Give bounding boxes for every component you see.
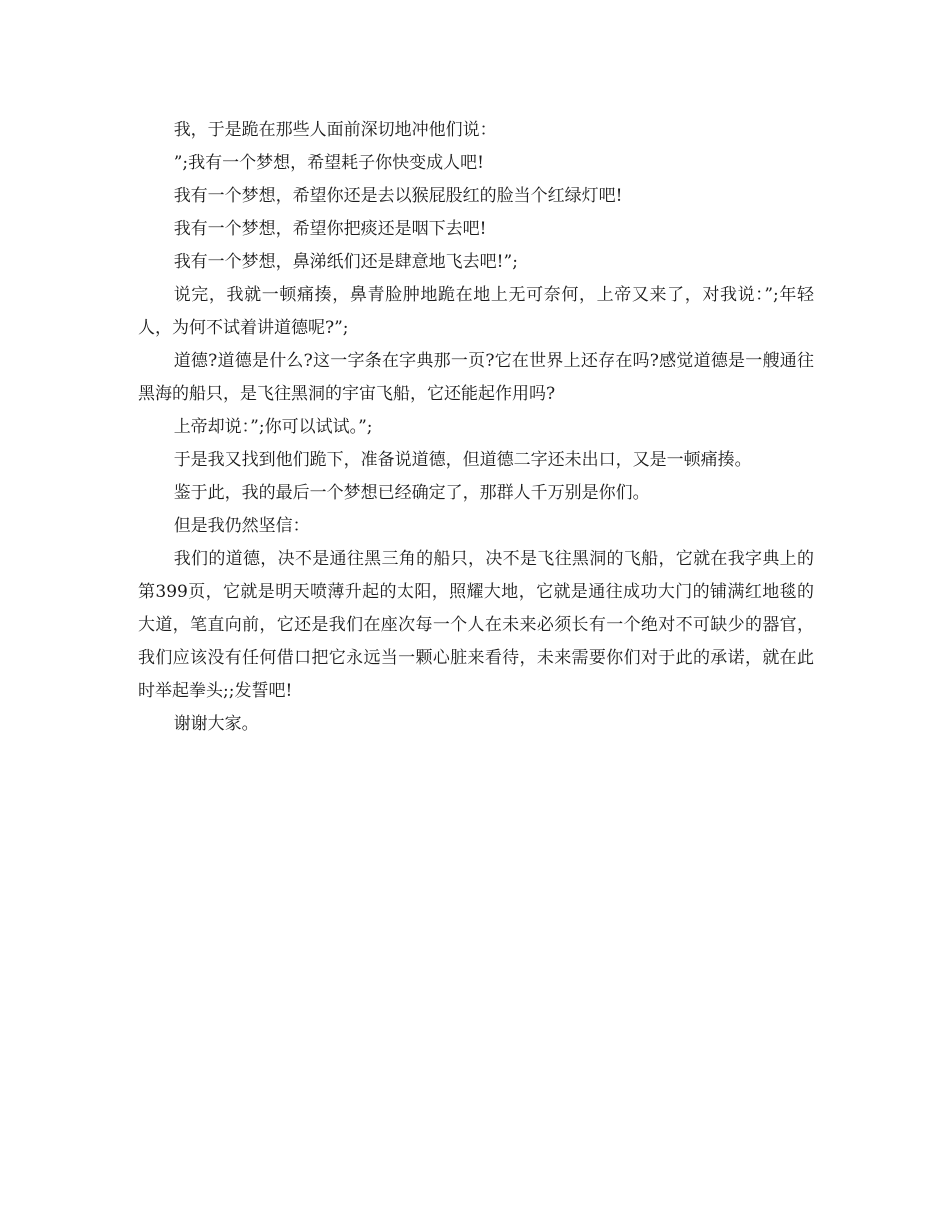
paragraph: 谢谢大家。 — [173, 714, 259, 734]
paragraph: 说完，我就一顿痛揍，鼻青脸肿地跪在地上无可奈何，上帝又来了，对我说：”;年轻人，为何不试着讲道德呢?”; — [138, 285, 814, 338]
paragraph: 鉴于此，我的最后一个梦想已经确定了，那群人千万别是你们。 — [173, 483, 650, 503]
paragraph: ”;我有一个梦想，希望耗子你快变成人吧! — [173, 153, 484, 173]
paragraph: 我们的道德，决不是通往黑三角的船只，决不是飞往黑洞的飞船，它就在我字典上的第399页，它就是明天喷薄升起的太阳，照耀大地，它就是通往成功大门的铺满红地毯的大道，笔直向前，它还是我们在座次每一个人在未来必须长有一个绝对不可缺少的器官，我们应该没有任何借口把它永远当一颗心脏来看待，未来需要你们对于此的承诺，就在此时举起拳头;;发誓吧! — [138, 549, 814, 701]
paragraph: 我，于是跪在那些人面前深切地冲他们说： — [173, 120, 497, 140]
paragraph: 但是我仍然坚信： — [173, 516, 310, 536]
paragraph: 上帝却说：”;你可以试试。”; — [173, 417, 373, 437]
paragraph: 于是我又找到他们跪下，准备说道德，但道德二字还未出口，又是一顿痛揍。 — [173, 450, 752, 470]
paragraph: 我有一个梦想，希望你还是去以猴屁股红的脸当个红绿灯吧! — [173, 186, 623, 206]
paragraph: 道德?道德是什么?这一字条在字典那一页?它在世界上还存在吗?感觉道德是一艘通往黑海的船只，是飞往黑洞的宇宙飞船，它还能起作用吗? — [138, 351, 814, 404]
paragraph: 我有一个梦想，鼻涕纸们还是肆意地飞去吧!”; — [173, 252, 518, 272]
paragraph: 我有一个梦想，希望你把痰还是咽下去吧! — [173, 219, 487, 239]
document-body — [138, 114, 814, 741]
